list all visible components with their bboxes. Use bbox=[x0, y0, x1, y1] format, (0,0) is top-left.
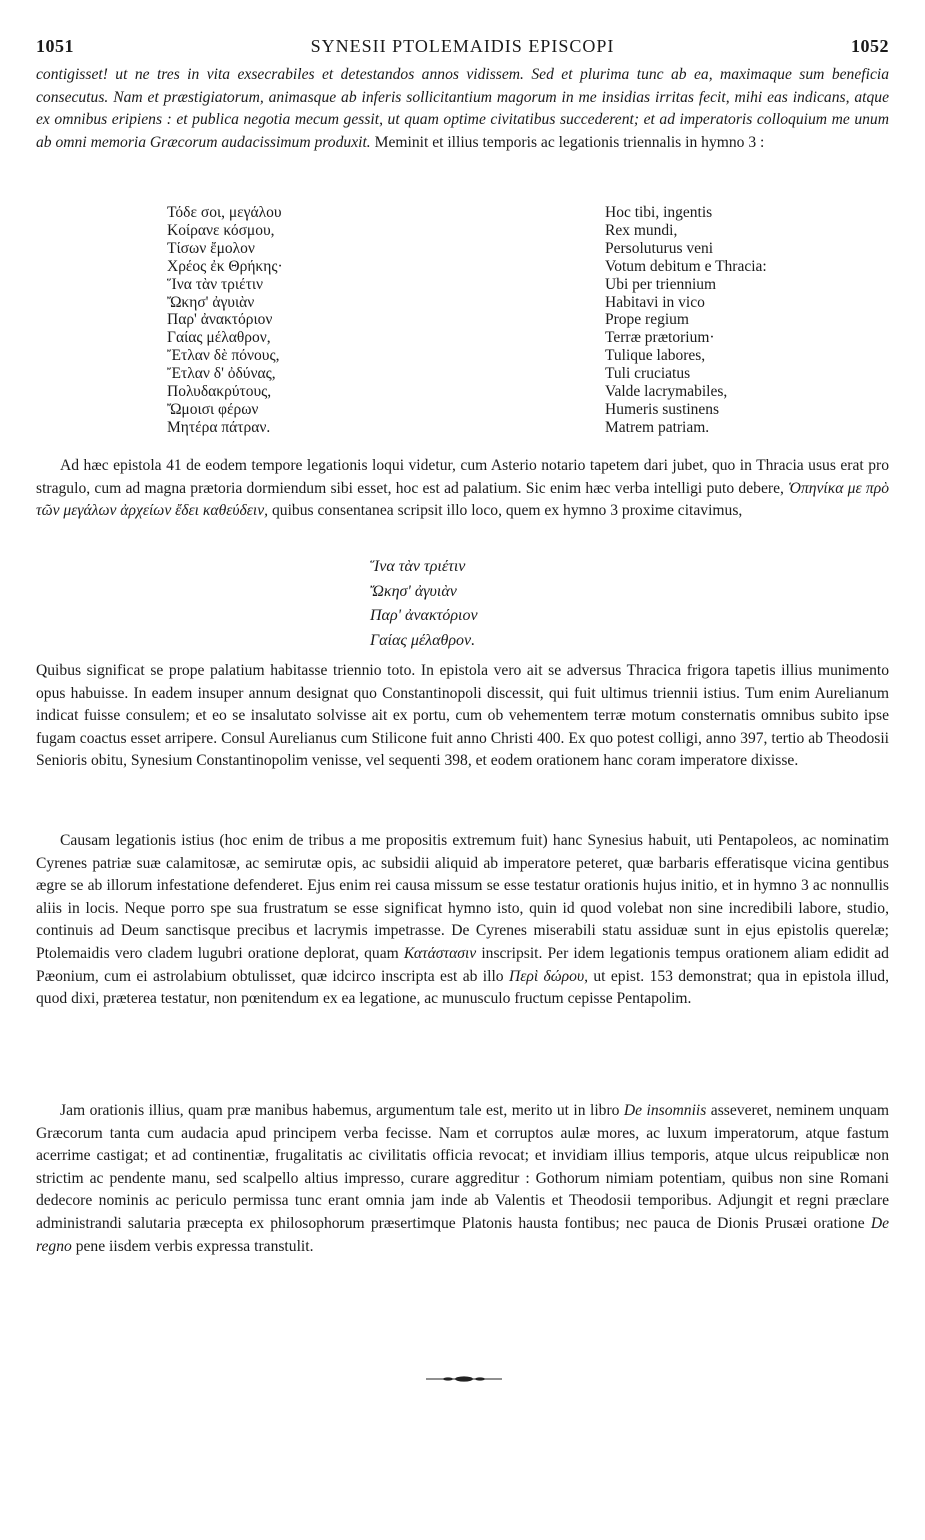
poem-greek-line: Ἵνα τὰν τριέτιν bbox=[167, 275, 263, 293]
poem-latin-line: Hoc tibi, ingentis bbox=[605, 204, 713, 221]
poem-latin-line: Valde lacrymabiles, bbox=[605, 383, 728, 401]
intro-paragraph bbox=[36, 64, 889, 154]
paragraph-jam-text-c: pene iisdem verbis expressa transtulit. bbox=[75, 1237, 314, 1255]
running-title: SYNESII PTOLEMAIDIS EPISCOPI bbox=[310, 36, 615, 56]
quote-line: Γαίας μέλαθρον. bbox=[370, 631, 476, 649]
ornament-divider-icon bbox=[424, 1374, 504, 1384]
greek-title-peri-dorou: Περὶ δώρου, bbox=[508, 967, 589, 985]
intro-roman: Meminit et illius temporis ac legationis triennalis in hymno 3 : bbox=[374, 133, 765, 151]
poem-greek-line: Πολυδακρύτους, bbox=[167, 383, 272, 401]
book-title-de-regno: De regno bbox=[36, 1214, 889, 1255]
poem-latin-line: Prope regium bbox=[605, 311, 689, 329]
poem-greek-line: Ὤμοισι φέρων bbox=[167, 400, 259, 418]
book-title-de-insomniis: De insomniis bbox=[623, 1102, 707, 1119]
running-header bbox=[36, 36, 889, 60]
poem-latin-line: Habitavi in vico bbox=[605, 293, 705, 311]
page-number-left: 1051 bbox=[36, 36, 74, 56]
poem-greek-column bbox=[167, 204, 283, 437]
paragraph-epistola-text-b: quibus consentanea scripsit illo loco, quem ex hymno 3 proxime citavimus, bbox=[272, 502, 743, 520]
intro-italic-2: Nam et præstigiatorum, animasque ab inferis sollicitantium magorum in me insidias irritas fecit, mihi eas indicans, atque ex omnibus eripiens : et publica negotia mecum gessit, ut quam optime civitatibus succederent; et ad imperatoris colloquium me unum ab omni memoria Græcorum audacissimum produxit. bbox=[36, 88, 889, 151]
poem-latin-line: Terræ prætorium· bbox=[605, 329, 715, 347]
poem-greek-line: Τόδε σοι, μεγάλου bbox=[167, 204, 282, 221]
poem-latin-column bbox=[605, 204, 767, 437]
poem-latin-line: Rex mundi, bbox=[605, 221, 678, 239]
greek-title-katastasis: Κατάστασιν bbox=[403, 944, 477, 962]
poem-greek-line: Μητέρα πάτραν. bbox=[167, 418, 271, 436]
page-number-right: 1052 bbox=[851, 36, 889, 56]
greek-citation: Ὁπηνίκα με πρὸ τῶν μεγάλων ἀρχείων ἔδει καθεύδειν, bbox=[36, 479, 889, 520]
poem-greek-line: Κοίρανε κόσμου, bbox=[167, 221, 275, 239]
poem-latin-line: Tuli cruciatus bbox=[605, 365, 691, 383]
poem-greek-line: Παρ' ἀνακτόριον bbox=[167, 311, 273, 329]
paragraph-causam-text-a: Causam legationis istius (hoc enim de tribus a me propositis extremum fuit) hanc Synesius habuit, uti Pentapoleos, ac nominatim Cyrenes patriæ suæ calamitosæ, ac semirutæ opis, ac subsidii aliquid ab imperatore peteret, quæ barbaris efferatisque vicina gentibus ægre se ab illorum infestatione defenderet. Ejus enim rei causa missum se esse testatur orationis hujus initio, et in hymno 3 ac nonnullis aliis in locis. Neque porro spe sua frustratum se esse significat hymno isto, quin id quod volebat non sine incredibili labore, studio, continuis ad Deum sanctisque precibus et lacrymis impetrasse. De Cyrenes miserabili statu assiduæ sunt in ejus epistolis querelæ; Ptolemaidis vero cladem lugubri oratione deplorat, quam bbox=[36, 832, 889, 962]
paragraph-quibus: Quibus significat se prope palatium habitasse triennio toto. In epistola vero ait se adversus Thracica frigora tapetis illius munimento opus habuisse. In eadem insuper annum designat quo Constantinopoli discessit, qui fuit ultimus triennii istius. Tum enim Aurelianum indicat fuisse consulem; et eo se insalutato solvisse ait ex portu, cum ob vehementem terræ motum consternatis omnibus subito ipse fugam coactus esset arripere. Consul Aurelianus cum Stilicone fuit anno Christi 400. Ex quo potest colligi, anno 397, tertio ab Theodosii Senioris obitu, Synesium Constantinopolim venisse, vel sequenti 398, et eodem orationem hanc coram imperatore dixisse. bbox=[36, 662, 889, 770]
quote-line: Ὤκησ' ἀγυιὰν bbox=[370, 582, 457, 600]
paragraph-causam-text-c: ut epist. 153 demonstrat; qua in epistola illud, quod dixi, præterea testatur, non pœnitendum ex ea legatione, ac munusculo fructum cepisse Pentapolim. bbox=[36, 967, 889, 1008]
poem-greek-line: Ὤκησ' ἀγυιὰν bbox=[167, 293, 255, 311]
poem-latin-line: Ubi per triennium bbox=[605, 275, 717, 293]
paragraph-jam bbox=[36, 1100, 889, 1258]
poem-latin-line: Votum debitum e Thracia: bbox=[605, 257, 767, 275]
paragraph-causam-text-b: inscripsit. Per idem legationis tempus orationem aliam edidit ad Pæonium, cum ei astrolabium obtulisset, quæ idcirco inscripta est ab illo bbox=[36, 944, 889, 985]
paragraph-jam-text-a: Jam orationis illius, quam præ manibus habemus, argumentum tale est, merito ut in libro bbox=[60, 1102, 620, 1119]
poem-latin-line: Matrem patriam. bbox=[605, 418, 710, 436]
paragraph-epistola bbox=[36, 455, 889, 523]
intro-italic-1: contigisset! ut ne tres in vita exsecrabiles et detestandos annos vidissem. Sed et plurima tunc ab ea, maximaque sum beneficia consecutus. bbox=[36, 66, 889, 106]
poem-greek-line: Γαίας μέλαθρον, bbox=[167, 329, 271, 347]
poem-latin-line: Humeris sustinens bbox=[605, 400, 720, 418]
paragraph-epistola-text-a: Ad hæc epistola 41 de eodem tempore legationis loqui videtur, cum Asterio notario tapetem dari jubet, quo in Thracia usus erat pro stragulo, cum ad magna prætoria dormiendum sibi esset, hoc est ad palatium. Sic enim hæc verba intelligi puto debere, bbox=[36, 457, 889, 497]
poem-greek-line: Ἔτλαν δ' ὀδύνας, bbox=[167, 365, 276, 383]
quote-line: Ἵνα τὰν τριέτιν bbox=[370, 558, 466, 575]
poem-latin-line: Tulique labores, bbox=[605, 347, 706, 365]
paragraph-causam bbox=[36, 830, 889, 1011]
paragraph-jam-text-b: asseveret, neminem unquam Græcorum tanta cum audacia apud principem verba fecisse. Nam et corruptos aulæ mores, ac luxum imperatorum, atque fastum acerrime castigat; et ad continentiæ, frugalitatis ac civilitatis officia revocat; et invidiam illius temporis, atque ulcus reipublicæ non strictim ac pendente manu, sed scalpello altius impresso, curare aggreditur : Gothorum nimiam potentiam, quibus non sine Romani dedecore nominis ac periculo permissa tunc erant omnia jam inde ab Valentis et Theodosii temporibus. Adjungit et regni præclare administrandi salutaria præcepta ex philosophorum præsertimque Platonis hausta fontibus; nec pauca de Dionis Prusæi oratione bbox=[36, 1102, 889, 1232]
hymn-quotation bbox=[370, 555, 478, 653]
poem-greek-line: Τίσων ἔμολον bbox=[167, 239, 255, 257]
quote-line: Παρ' ἀνακτόριον bbox=[370, 607, 478, 625]
poem-greek-line: Ἔτλαν δὲ πόνους, bbox=[167, 347, 280, 365]
poem-greek-line: Χρέος ἐκ Θρήκης· bbox=[167, 257, 283, 275]
poem-latin-line: Persoluturus veni bbox=[605, 239, 714, 257]
